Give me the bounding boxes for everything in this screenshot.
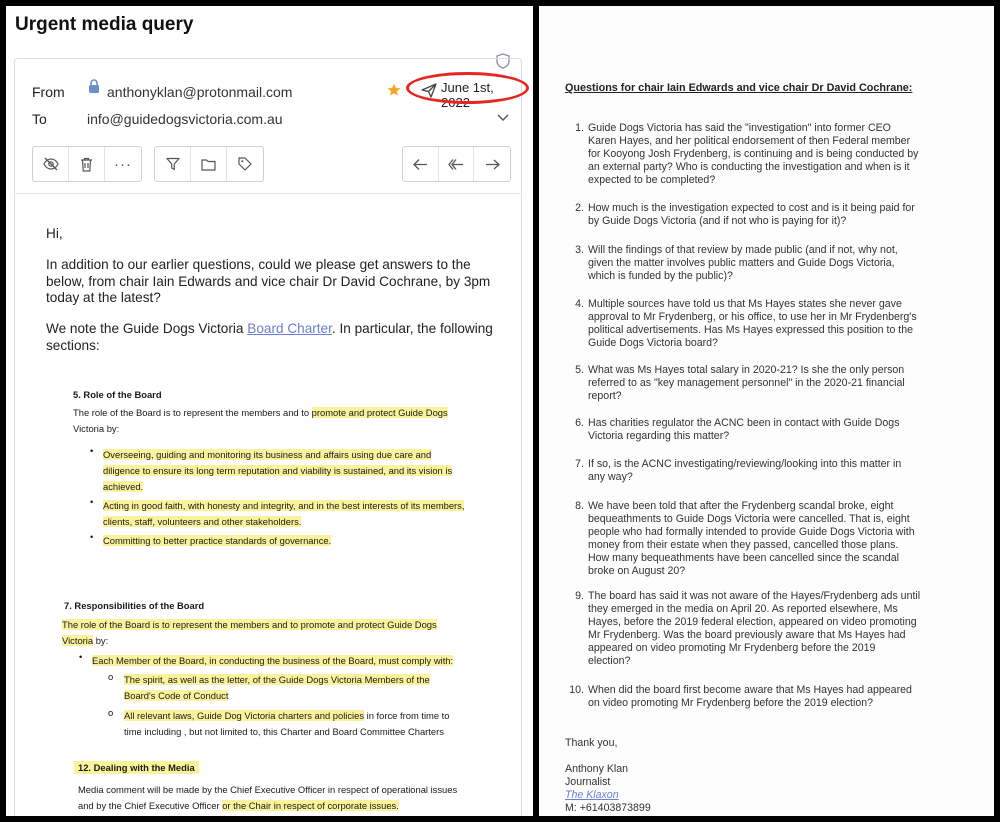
filter-icon	[166, 157, 180, 171]
question-item	[565, 684, 985, 710]
star-icon[interactable]	[387, 83, 401, 97]
toolbar-organize	[154, 146, 264, 182]
s12-heading: 12. Dealing with the Media	[74, 760, 199, 775]
question-line: appeared on video promoting Mr Frydenberg before the 2019	[588, 642, 876, 654]
toolbar-reply	[402, 146, 511, 182]
hide-button[interactable]	[33, 147, 69, 181]
question-item	[565, 298, 985, 350]
s5-line-1: The role of the Board is to represent the members and to promote and protect Guide Dogs	[73, 407, 448, 418]
sender-name: Anthony Klan	[565, 763, 629, 775]
question-line: approval to Mr Frydenberg, or his office, to use her in Mr Frydenberg's	[588, 311, 917, 323]
s5-line-2: Victoria by:	[73, 423, 120, 434]
reply-all-button[interactable]	[439, 147, 475, 181]
question-text	[588, 417, 968, 443]
tag-icon	[238, 157, 252, 171]
question-number: 9.	[575, 590, 584, 602]
trash-icon	[80, 157, 93, 172]
s5-b1-l1: Overseeing, guiding and monitoring its business and affairs using due care and	[103, 449, 432, 460]
question-line: money from their estate when they passed, cancelled those plans.	[588, 539, 899, 551]
sender-role: Journalist	[565, 776, 611, 788]
question-number: 7.	[575, 458, 584, 470]
questions-heading: Questions for chair Iain Edwards and vice chair Dr David Cochrane:	[565, 82, 913, 94]
question-item	[565, 364, 985, 403]
email-panel	[6, 6, 533, 816]
question-item	[565, 202, 985, 228]
question-line: by Guide Dogs Victoria (and if not who is paying for it)?	[588, 215, 847, 227]
annotation-circle	[406, 72, 529, 104]
s12-line-2: and by the Chief Executive Officer or the Chair in respect of corporate issues.	[78, 800, 399, 811]
question-line: any way?	[588, 471, 633, 483]
outlet-link[interactable]: The Klaxon	[565, 789, 619, 801]
forward-button[interactable]	[474, 147, 510, 181]
question-line: referred to as "key management personnel" in the 2020-21 financial	[588, 377, 905, 389]
question-line: Multiple sources have told us that Ms Hayes states she never gave	[588, 298, 902, 310]
s7-c1-l1: The spirit, as well as the letter, of the Guide Dogs Victoria Members of the	[124, 674, 430, 685]
reply-icon	[413, 159, 428, 170]
question-text	[588, 590, 968, 668]
s7-c1-l2: Board's Code of Conduct	[124, 690, 229, 701]
question-line: Guide Dogs Victoria has said the "investigation" into former CEO	[588, 122, 891, 134]
bullet-dot: •	[90, 531, 94, 542]
question-line: election?	[588, 655, 631, 667]
question-line: for Kooyong Josh Frydenberg, is continuing and is being conducted by	[588, 148, 919, 160]
question-text	[588, 500, 968, 578]
question-number: 4.	[575, 298, 584, 310]
question-text	[588, 202, 968, 228]
more-button[interactable]	[105, 147, 141, 181]
para2-pre: We note the Guide Dogs Victoria	[46, 321, 248, 336]
question-line: report?	[588, 390, 622, 402]
sender-mobile: M: +61403873899	[565, 802, 651, 814]
bullet-dot: •	[90, 445, 94, 456]
bullet-dot: •	[90, 496, 94, 507]
question-line: an external party? Who is conducting the investigation and when is it	[588, 161, 910, 173]
s7-c2-l1: All relevant laws, Guide Dog Victoria charters and policies in force from time to	[124, 710, 450, 721]
s5-b2-l1: Acting in good faith, with honesty and integrity, and in the best interests of its members,	[103, 500, 465, 511]
from-label: From	[32, 84, 65, 100]
question-line: given the matter involves public matters and Guide Dogs Victoria,	[588, 257, 895, 269]
move-button[interactable]	[191, 147, 227, 181]
question-line: Guide Dogs Victoria board?	[588, 337, 718, 349]
question-line: When did the board first become aware that Ms Hayes had appeared	[588, 684, 912, 696]
question-item	[565, 500, 985, 578]
delete-button[interactable]	[69, 147, 105, 181]
s12-line-1: Media comment will be made by the Chief Executive Officer in respect of operational issues	[78, 784, 458, 795]
question-line: broke on August 20?	[588, 565, 686, 577]
question-line: Hayes, before the 2019 federal election, appeared on video promoting	[588, 616, 917, 628]
questions-panel	[539, 6, 994, 816]
question-line: bequeathments to Guide Dogs Victoria were cancelled. That is, eight	[588, 513, 910, 525]
question-line: Has charities regulator the ACNC been in contact with Guide Dogs	[588, 417, 900, 429]
question-line: How much is the investigation expected to cost and is it being paid for	[588, 202, 915, 214]
s7-heading: 7. Responsibilities of the Board	[64, 600, 205, 611]
question-text	[588, 684, 968, 710]
to-label: To	[32, 111, 47, 127]
header-divider	[14, 193, 522, 194]
question-line: political advertisements. Has Ms Hayes expressed this position to the	[588, 324, 914, 336]
question-text	[588, 298, 968, 350]
forward-icon	[485, 159, 500, 170]
question-item	[565, 458, 985, 484]
signoff: Thank you,	[565, 737, 618, 749]
question-line: Victoria regarding this matter?	[588, 430, 730, 442]
sent-date: June 1st, 2022	[441, 80, 494, 110]
question-text	[588, 122, 968, 187]
bullet-dot: •	[79, 651, 83, 662]
question-item	[565, 417, 985, 443]
question-number: 5.	[575, 364, 584, 376]
greeting: Hi,	[46, 226, 63, 241]
question-number: 6.	[575, 417, 584, 429]
bullet-circle: o	[108, 707, 114, 718]
s5-b2-l2: clients, staff, volunteers and other stakeholders.	[103, 516, 302, 527]
message-card	[14, 58, 522, 816]
question-line: Mr Frydenberg. Was the board previously aware that Ms Hayes had	[588, 629, 906, 641]
question-item	[565, 122, 985, 187]
question-line: What was Ms Hayes total salary in 2020-21? Is she the only person	[588, 364, 905, 376]
s7-c2-l2: time including , but not limited to, this Charter and Board Committee Charters	[124, 726, 444, 737]
question-line: Karen Hayes, and her political endorsement of then Federal member	[588, 135, 911, 147]
chevron-down-icon[interactable]	[497, 114, 509, 122]
question-line: people who had formally intended to provide Guide Dogs Victoria with	[588, 526, 915, 538]
s5-b1-l3: achieved.	[103, 481, 144, 492]
question-line: they emerged in the media on April 20. As reported elsewhere, Ms	[588, 603, 898, 615]
question-line: How many bequeathments have been cancelled since the scandal	[588, 552, 899, 564]
body-paragraph-2	[46, 321, 498, 354]
question-line: expected to be completed?	[588, 174, 716, 186]
question-number: 10.	[569, 684, 584, 696]
bullet-circle: o	[108, 671, 114, 682]
s7-line-1: The role of the Board is to represent the members and to promote and protect Guide Dogs	[62, 619, 437, 630]
question-line: The board has said it was not aware of the Hayes/Frydenberg ads until	[588, 590, 921, 602]
question-line: Will the findings of that review by made public (and if not, why not,	[588, 244, 898, 256]
para2-post: . In particular, the following sections:	[46, 321, 493, 353]
question-text	[588, 364, 968, 403]
folder-icon	[201, 158, 216, 171]
reply-button[interactable]	[403, 147, 439, 181]
s7-line-2: Victoria by:	[62, 635, 109, 646]
s5-heading: 5. Role of the Board	[73, 389, 162, 400]
question-number: 2.	[575, 202, 584, 214]
question-number: 1.	[575, 122, 584, 134]
question-number: 8.	[575, 500, 584, 512]
question-item	[565, 590, 985, 668]
s5-b1-l2: diligence to ensure its long term reputation and viability is sustained, and its vision is	[103, 465, 453, 476]
lock-icon	[88, 79, 100, 93]
s7-b1: Each Member of the Board, in conducting the business of the Board, must comply with:	[92, 655, 454, 666]
question-text	[588, 458, 968, 484]
question-line: If so, is the ACNC investigating/reviewing/looking into this matter in	[588, 458, 902, 470]
toolbar-actions	[32, 146, 142, 182]
filter-button[interactable]	[155, 147, 191, 181]
s5-b3: Committing to better practice standards of governance.	[103, 535, 332, 546]
reply-all-icon	[448, 159, 464, 170]
question-item	[565, 244, 985, 283]
email-subject: Urgent media query	[15, 14, 194, 35]
from-address[interactable]: anthonyklan@protonmail.com	[107, 84, 293, 100]
question-text	[588, 244, 968, 283]
body-paragraph-1: In addition to our earlier questions, could we please get answers to the below, from chair Iain Edwards and vice chair Dr David Cochrane, by 3pm today at the latest?	[46, 257, 491, 305]
to-address[interactable]: info@guidedogsvictoria.com.au	[87, 111, 283, 127]
eye-off-icon	[43, 157, 59, 171]
question-line: which is funded by the public)?	[588, 270, 733, 282]
question-number: 3.	[575, 244, 584, 256]
question-line: We have been told that after the Frydenberg scandal broke, eight	[588, 500, 894, 512]
label-button[interactable]	[227, 147, 263, 181]
board-charter-link[interactable]: Board Charter	[247, 321, 332, 336]
question-line: on video promoting Mr Frydenberg before the 2019 election?	[588, 697, 874, 709]
more-icon: ···	[114, 155, 132, 173]
